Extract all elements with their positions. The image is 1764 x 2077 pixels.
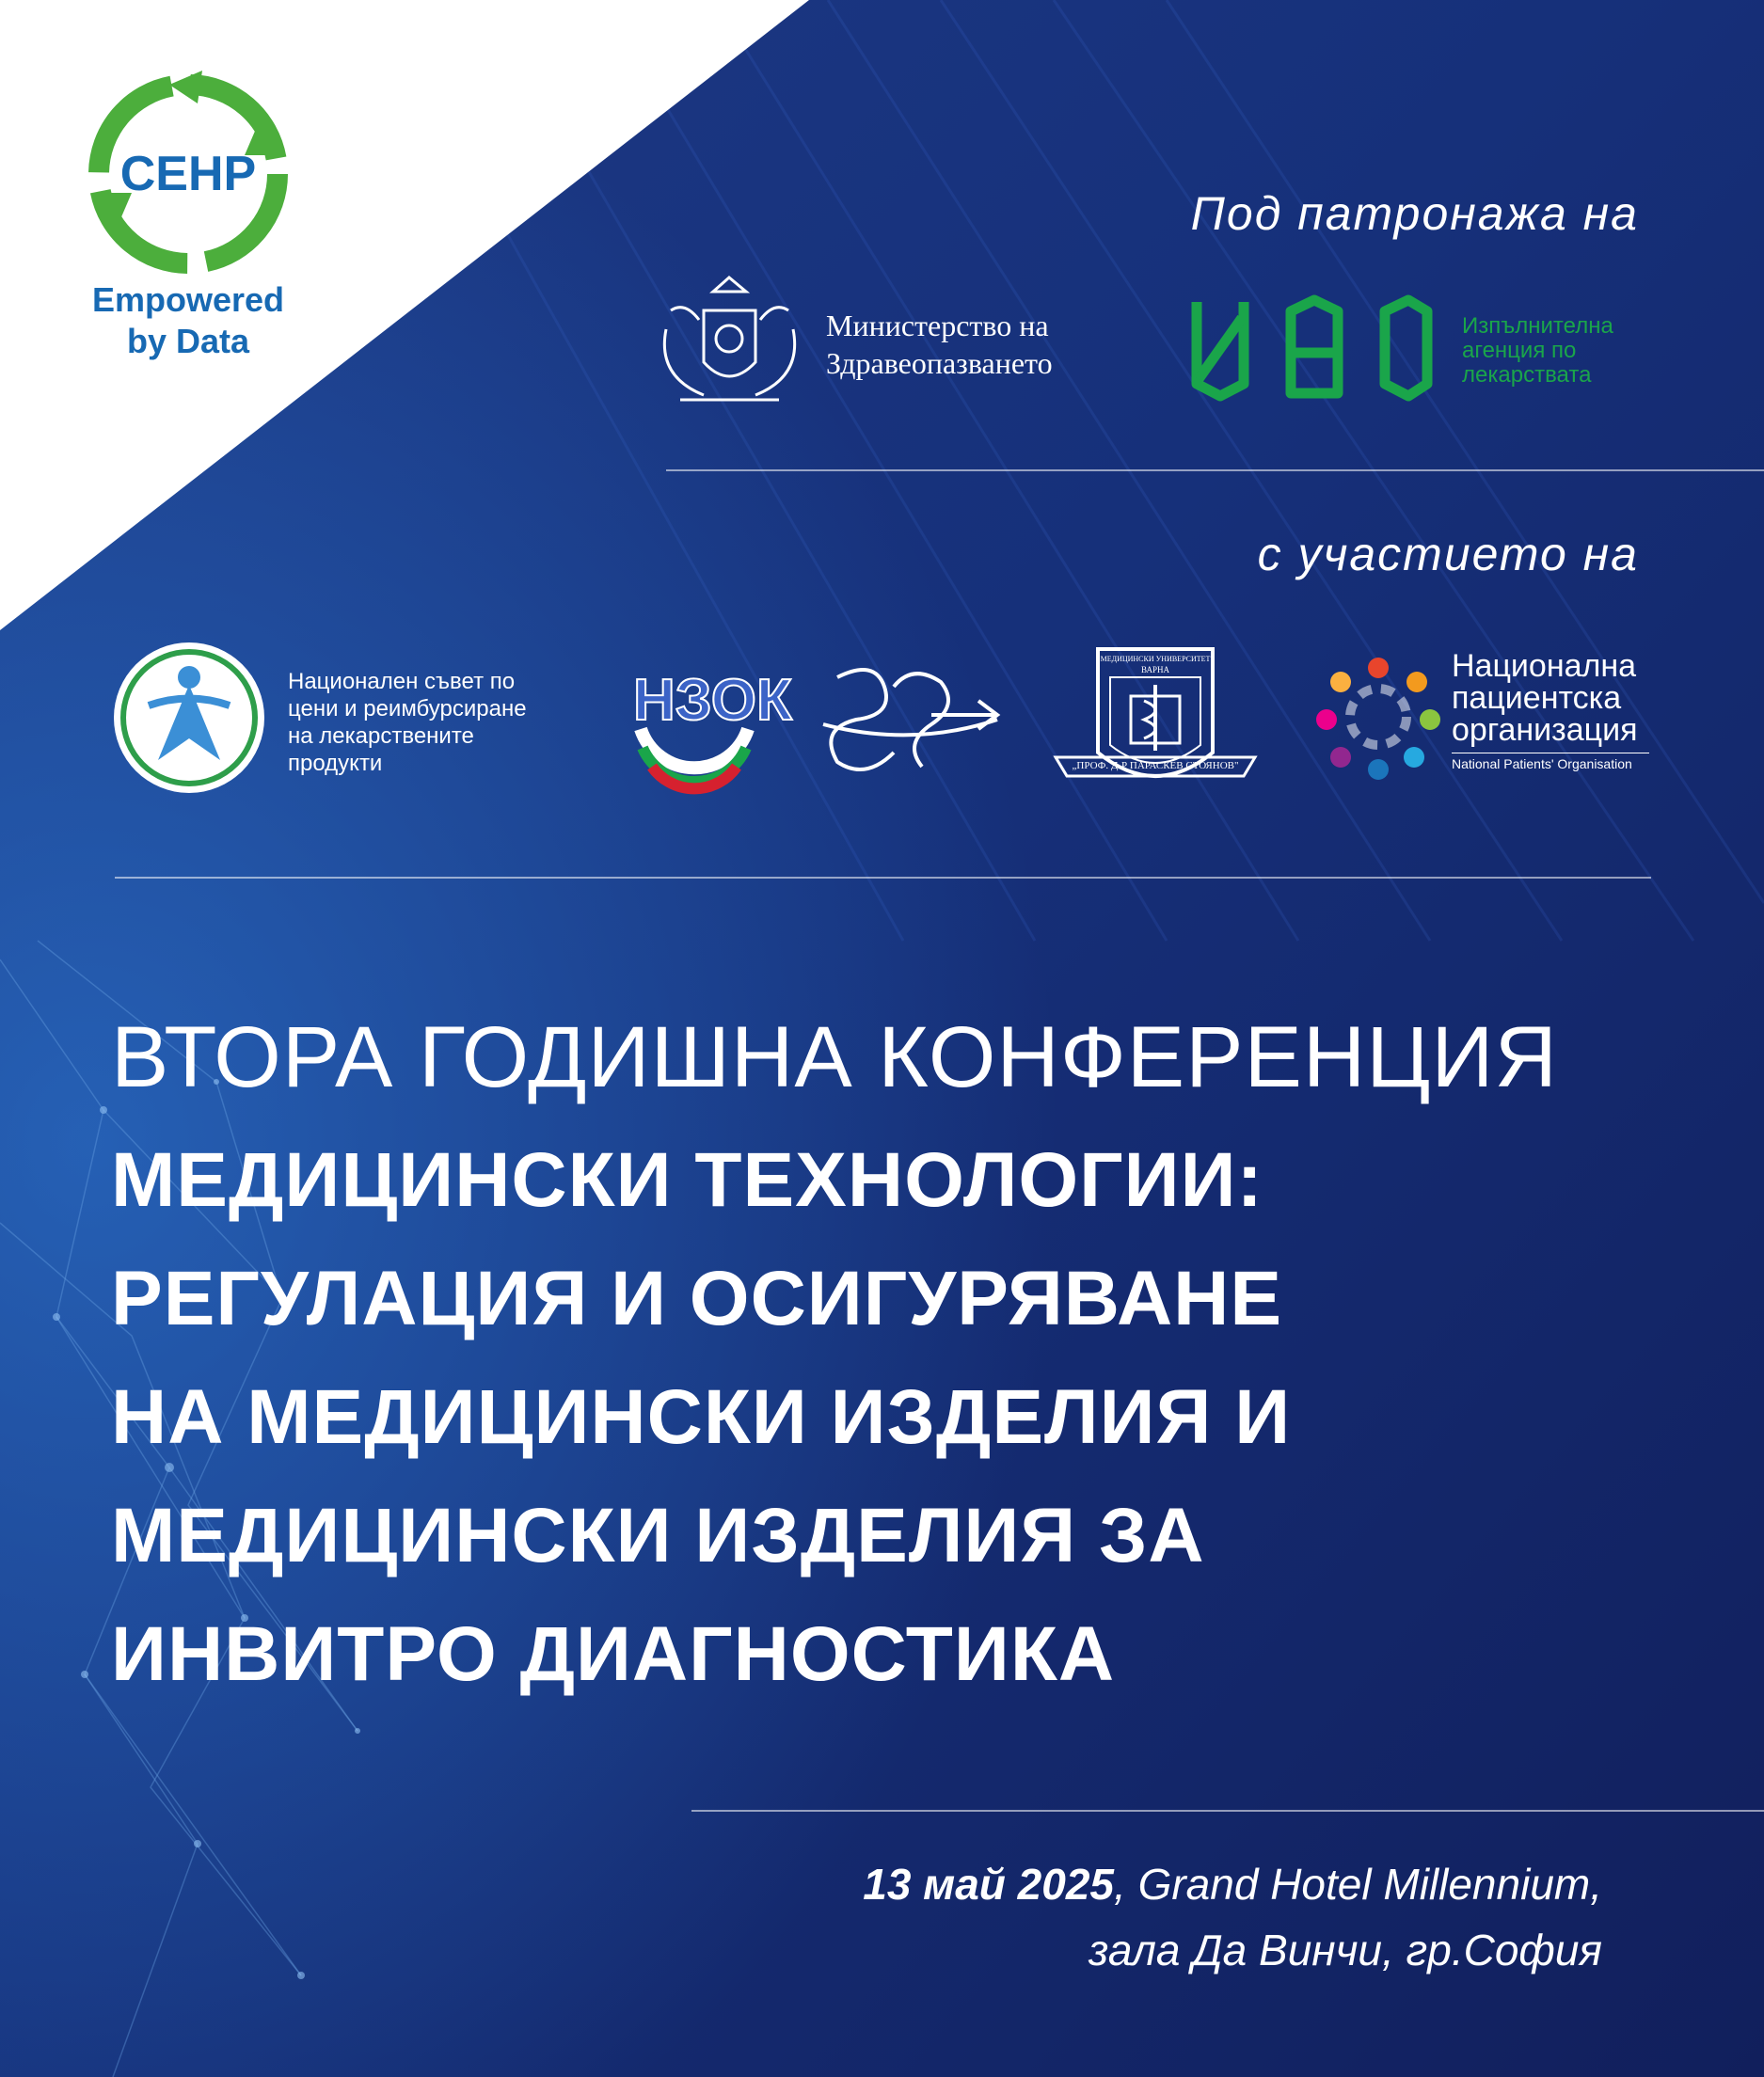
nzok-letters: НЗОК bbox=[633, 668, 792, 733]
event-date: 13 май 2025 bbox=[863, 1860, 1115, 1909]
cehp-logo-text: CEHP bbox=[119, 147, 257, 201]
ministry-logo bbox=[647, 273, 1136, 414]
ncpr-name-line4: продукти bbox=[288, 751, 383, 776]
ministry-name-line2: Здравеопазването bbox=[826, 346, 1053, 380]
event-date-venue bbox=[473, 1853, 1602, 1915]
iad-name-line3: лекарствата bbox=[1462, 362, 1592, 388]
iad-mark-icon bbox=[1187, 294, 1432, 403]
npo-name-line1: Национална bbox=[1452, 648, 1637, 684]
iad-logo bbox=[1187, 294, 1648, 403]
cehp-logo bbox=[80, 66, 296, 367]
participation-label: с участието на bbox=[1257, 528, 1639, 580]
cehp-tagline-1: Empowered bbox=[91, 280, 285, 319]
mu-varna-logo bbox=[1056, 640, 1255, 804]
ncpr-name-line1: Национален съвет по bbox=[288, 669, 516, 694]
ncpr-name-line3: на лекарствените bbox=[288, 723, 474, 749]
nzok-emblem-icon bbox=[624, 644, 792, 800]
divider-event bbox=[691, 1810, 1764, 1812]
cehp-tagline-2: by Data bbox=[126, 322, 250, 360]
npo-people-circle-icon bbox=[1315, 654, 1442, 781]
coat-of-arms-icon bbox=[647, 273, 812, 414]
title-line-3: РЕГУЛАЦИЯ И ОСИГУРЯВАНЕ bbox=[111, 1256, 1283, 1341]
patronage-label: Под патронажа на bbox=[1190, 187, 1639, 240]
npo-name-line2: пациентска bbox=[1452, 680, 1622, 716]
title-line-1: ВТОРА ГОДИШНА КОНФЕРЕНЦИЯ bbox=[111, 1009, 1558, 1105]
mu-varna-city: ВАРНА bbox=[1141, 665, 1169, 674]
conference-title bbox=[111, 1005, 1710, 1714]
npo-english-name: National Patients' Organisation bbox=[1452, 756, 1632, 771]
npo-name-line3: организация bbox=[1452, 712, 1638, 748]
title-line-2: МЕДИЦИНСКИ ТЕХНОЛОГИИ: bbox=[111, 1137, 1263, 1223]
mu-varna-top-text: МЕДИЦИНСКИ УНИВЕРСИТЕТ bbox=[1100, 655, 1211, 663]
nzok-logo bbox=[624, 644, 792, 800]
event-venue: , Grand Hotel Millennium, bbox=[1114, 1860, 1602, 1909]
ncpr-emblem-icon bbox=[111, 640, 267, 796]
ncpr-name-line2: цени и реимбурсиране bbox=[288, 696, 527, 721]
title-line-6: ИНВИТРО ДИАГНОСТИКА bbox=[111, 1611, 1116, 1697]
divider-participants bbox=[115, 877, 1651, 879]
title-line-4: НА МЕДИЦИНСКИ ИЗДЕЛИЯ И bbox=[111, 1374, 1292, 1460]
mu-varna-ribbon-text: „ПРОФ. Д-Р ПАРАСКЕВ СТОЯНОВ" bbox=[1072, 760, 1239, 771]
bls-logo bbox=[818, 658, 1007, 781]
divider-patronage bbox=[666, 469, 1764, 471]
iad-name-line2: агенция по bbox=[1462, 338, 1577, 363]
ministry-name-line1: Министерство на bbox=[826, 309, 1049, 342]
npo-logo bbox=[1315, 649, 1654, 785]
title-line-5: МЕДИЦИНСКИ ИЗДЕЛИЯ ЗА bbox=[111, 1493, 1205, 1578]
iad-name-line1: Изпълнителна bbox=[1462, 313, 1613, 339]
ncpr-logo bbox=[111, 640, 572, 800]
bls-monogram-icon bbox=[818, 658, 1007, 781]
event-hall-city: зала Да Винчи, гр.София bbox=[1089, 1926, 1602, 1974]
